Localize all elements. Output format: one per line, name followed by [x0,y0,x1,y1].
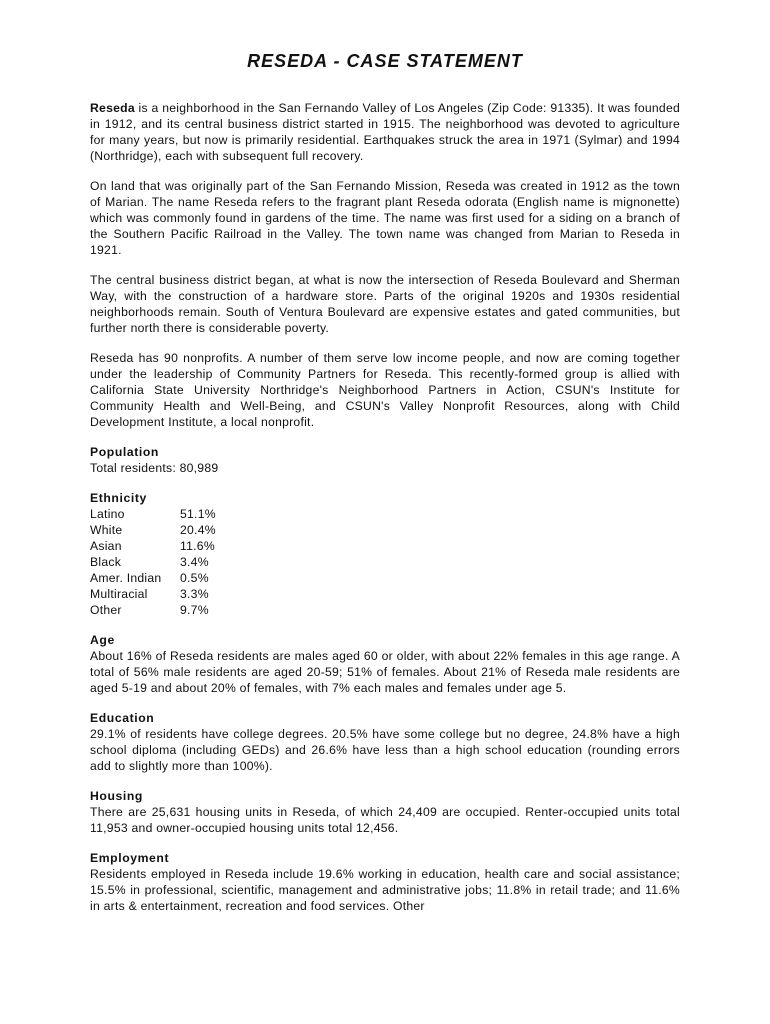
intro-text: is a neighborhood in the San Fernando Valley of Los Angeles (Zip Code: 91335). It was founded in 1912, and its central business district started in 1915. The neighborhood was devoted to agriculture for many years, but now is primarily residential. Earthquakes struck the area in 1971 (Sylmar) and 1994 (Northridge), each with subsequent full recovery. [90,101,680,163]
history-paragraph: On land that was originally part of the San Fernando Mission, Reseda was created in 1912 as the town of Marian. The name Reseda refers to the fragrant plant Reseda odorata (English name is mignonette) which was commonly found in gardens of the time. The name was first used for a siding on a branch of the Southern Pacific Railroad in the Valley. The town name was changed from Marian to Reseda in 1921. [90,179,680,257]
housing-text: There are 25,631 housing units in Reseda, of which 24,409 are occupied. Renter-occupied units total 11,953 and owner-occupied housing units total 12,456. [90,805,680,835]
ethnicity-label: Multiracial [90,587,148,601]
ethnicity-label: White [90,523,123,537]
document-title: RESEDA - CASE STATEMENT [247,51,523,71]
intro-lead-word: Reseda [90,101,135,115]
ethnicity-row [90,506,216,522]
ethnicity-row [90,538,216,554]
intro-paragraph [90,100,680,164]
employment-text: Residents employed in Reseda include 19.6% working in education, health care and social assistance; 15.5% in professional, scientific, management and administrative jobs; 11.8% in retail trade; and 11.6% in arts & entertainment, recreation and food services. Other [90,867,680,913]
ethnicity-label: Black [90,555,122,569]
ethnicity-table [90,506,216,618]
ethnicity-row [90,554,216,570]
ethnicity-value: 3.4% [180,555,209,569]
ethnicity-row [90,602,216,618]
education-section [90,710,680,774]
ethnicity-label: Other [90,603,122,617]
ethnicity-value: 20.4% [180,523,216,537]
age-heading: Age [90,633,115,647]
ethnicity-value: 0.5% [180,571,209,585]
ethnicity-row [90,570,216,586]
ethnicity-row [90,522,216,538]
housing-heading: Housing [90,789,143,803]
education-text: 29.1% of residents have college degrees. 20.5% have some college but no degree, 24.8% have a high school diploma (including GEDs) and 26.6% have less than a high school education (rounding errors add to slightly more than 100%). [90,727,680,773]
population-heading: Population [90,445,159,459]
ethnicity-value: 9.7% [180,603,209,617]
ethnicity-heading: Ethnicity [90,491,147,505]
ethnicity-row [90,586,216,602]
document-page [90,0,680,914]
ethnicity-label: Amer. Indian [90,571,162,585]
ethnicity-section [90,490,680,618]
age-section [90,632,680,696]
ethnicity-label: Latino [90,507,125,521]
business-district-paragraph: The central business district began, at what is now the intersection of Reseda Boulevard and Sherman Way, with the construction of a hardware store. Parts of the original 1920s and 1930s residential neighborhoods remain. South of Ventura Boulevard are expensive estates and gated communities, but further north there is considerable poverty. [90,273,680,335]
ethnicity-value: 51.1% [180,507,216,521]
nonprofits-paragraph: Reseda has 90 nonprofits. A number of them serve low income people, and now are coming together under the leadership of Community Partners for Reseda. This recently-formed group is allied with California State University Northridge's Neighborhood Partners in Action, CSUN's Institute for Community Health and Well-Being, and CSUN's Valley Nonprofit Resources, along with Child Development Institute, a local nonprofit. [90,351,680,429]
ethnicity-value: 11.6% [180,539,215,553]
population-section [90,444,680,476]
employment-heading: Employment [90,851,170,865]
population-text: Total residents: 80,989 [90,461,219,475]
education-heading: Education [90,711,155,725]
ethnicity-value: 3.3% [180,587,209,601]
housing-section [90,788,680,836]
age-text: About 16% of Reseda residents are males aged 60 or older, with about 22% females in this age range. A total of 56% male residents are aged 20-59; 51% of females. About 21% of Reseda male residents are aged 5-19 and about 20% of females, with 7% each males and females under age 5. [90,649,680,695]
employment-section [90,850,680,914]
ethnicity-label: Asian [90,539,122,553]
